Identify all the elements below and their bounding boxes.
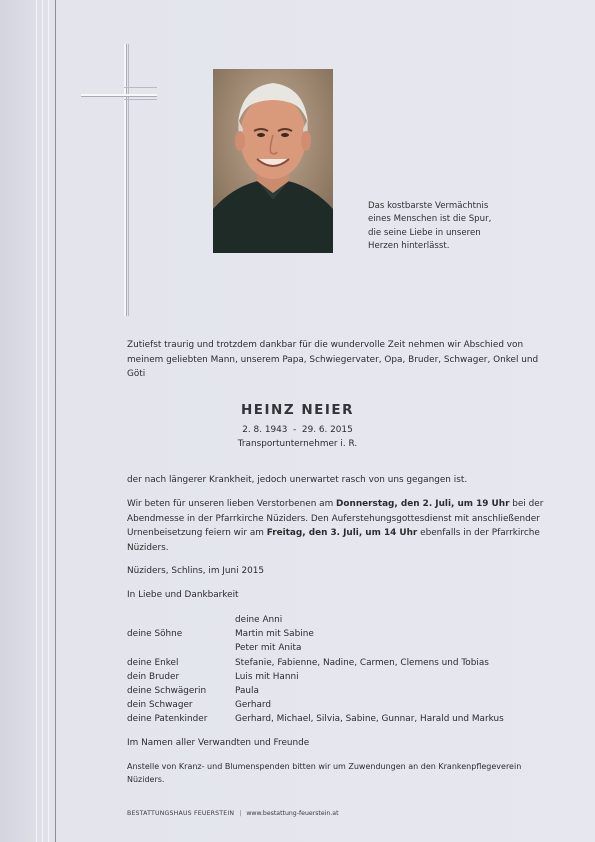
service-details: Wir beten für unseren lieben Verstorbenen am Donnerstag, den 2. Juli, um 19 Uhr bei der Abendmesse in der Pfarrkirche Nüziders. Den Auferstehungsgottesdienst mit anschließender Urnenbeisetzung feiern wir am Freitag, den 3. Juli, um 14 Uhr ebenfalls in der Pfarrkirche Nüziders. <box>127 499 544 553</box>
quote-line: die seine Liebe in unseren <box>368 227 481 238</box>
footer-url[interactable]: www.bestattung-feuerstein.at <box>246 810 339 817</box>
border-line <box>55 0 56 842</box>
border-line <box>36 0 37 842</box>
family-note: Im Namen aller Verwandten und Freunde <box>127 738 310 748</box>
border-line <box>42 0 43 842</box>
mass-date: Donnerstag, den 2. Juli, um 19 Uhr <box>336 499 510 509</box>
funeral-date: Freitag, den 3. Juli, um 14 Uhr <box>266 528 418 538</box>
closing-line: In Liebe und Dankbarkeit <box>127 590 239 600</box>
intro-text: Zutiefst traurig und trotzdem dankbar für die wundervolle Zeit nehmen wir Abschied von meinem geliebten Mann, unserem Papa, Schwiegervater, Opa, Bruder, Schwager, Onkel und Göti <box>127 340 539 379</box>
list-item: dein Bruder Luis mit Hanni <box>127 671 299 682</box>
list-item: deine Schwägerin Paula <box>127 686 259 697</box>
place-date: Nüziders, Schlins, im Juni 2015 <box>127 566 265 576</box>
list-item: deine Anni <box>235 615 283 625</box>
list-item: deine Enkel Stefanie, Fabienne, Nadine, Carmen, Clemens und Tobias <box>127 657 489 668</box>
passing-text: der nach längerer Krankheit, jedoch unerwartet rasch von uns gegangen ist. <box>127 475 468 485</box>
funeral-home-name: BESTATTUNGSHAUS FEUERSTEIN <box>127 810 235 817</box>
deceased-name: HEINZ NEIER <box>241 402 354 418</box>
donation-note: Anstelle von Kranz- und Blumenspenden bitten wir um Zuwendungen an den Krankenpflegeverein Nüziders. <box>127 762 522 784</box>
quote-line: Das kostbarste Vermächtnis <box>368 201 489 211</box>
list-item: dein Schwager Gerhard <box>127 700 272 711</box>
quote-line: Herzen hinterlässt. <box>368 241 450 252</box>
quote-line: eines Menschen ist die Spur, <box>368 214 492 225</box>
footer <box>127 810 339 817</box>
list-item: Peter mit Anita <box>235 643 302 654</box>
occupation: Transportunternehmer i. R. <box>237 439 358 449</box>
border-line <box>48 0 49 842</box>
list-item: deine Söhne Martin mit Sabine <box>127 629 314 640</box>
footer-separator: | <box>239 810 242 817</box>
mourners-list <box>127 613 504 727</box>
memorial-quote <box>368 200 518 254</box>
life-dates: 2. 8. 1943 - 29. 6. 2015 <box>242 425 353 435</box>
portrait-photo <box>213 69 333 253</box>
list-item: deine Patenkinder Gerhard, Michael, Silvia, Sabine, Gunnar, Harald und Markus <box>127 714 504 725</box>
